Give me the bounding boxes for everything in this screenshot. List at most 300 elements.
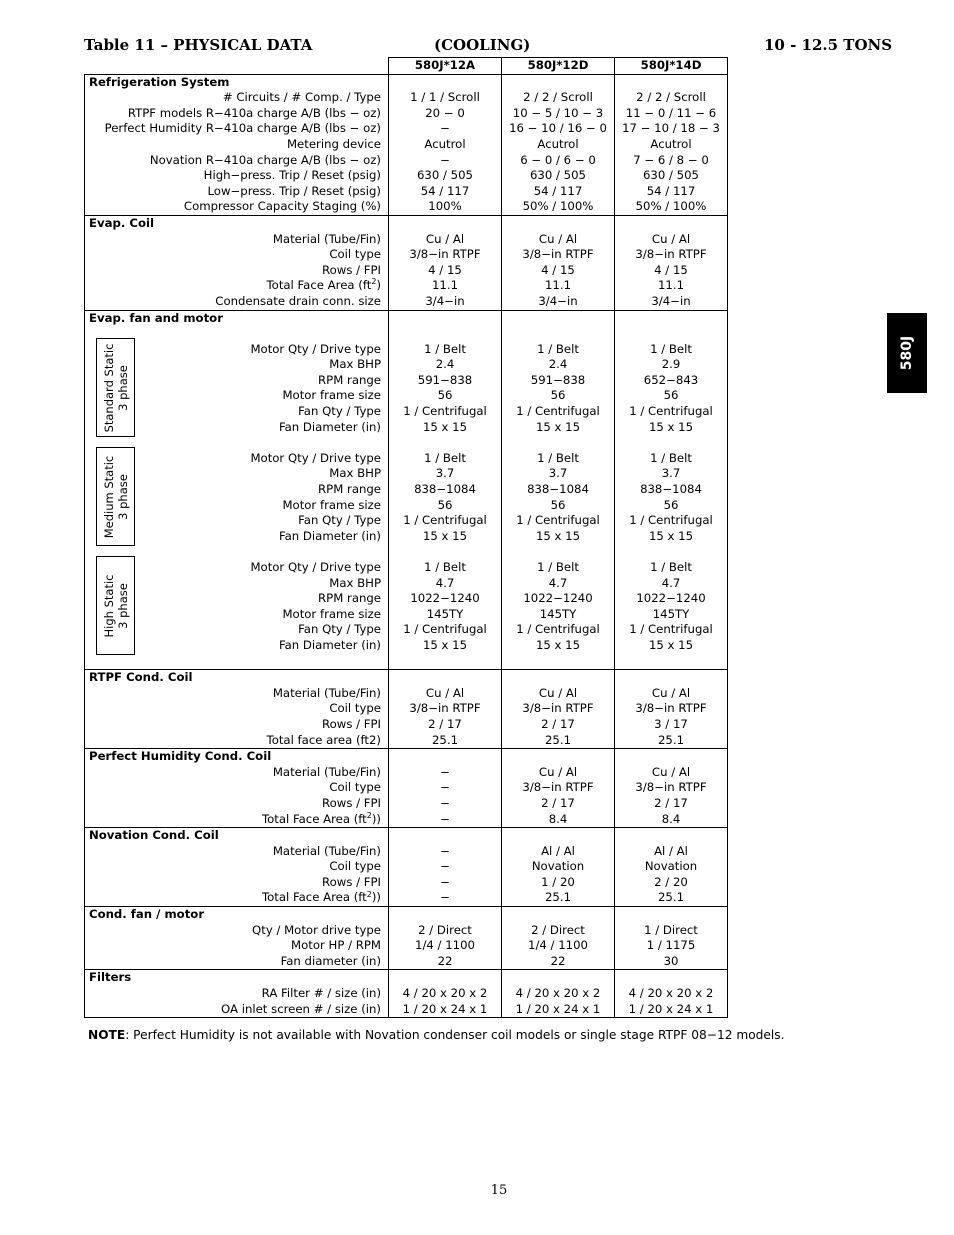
model-side-tab	[887, 313, 927, 393]
value-cell: 3/4−in	[502, 294, 615, 310]
group-label-text	[102, 343, 130, 432]
section-blank	[389, 828, 502, 844]
value-cell: 1 / Centrifugal	[615, 404, 728, 420]
label-suffix: )	[376, 278, 381, 293]
row-label: Fan Qty / Type	[85, 513, 389, 529]
value-cell: 1 / Belt	[502, 342, 615, 358]
value-cell: 1 / 1175	[615, 938, 728, 954]
spacer-cell	[615, 435, 728, 451]
group-label-line: Medium Static	[101, 455, 116, 538]
spacer-cell	[502, 326, 615, 342]
table-row	[85, 591, 728, 607]
section-title: Refrigeration System	[85, 74, 389, 90]
label-superscript: 2	[366, 810, 372, 820]
value-cell: 652−843	[615, 373, 728, 389]
section-title: Perfect Humidity Cond. Coil	[85, 749, 389, 765]
table-row	[85, 638, 728, 654]
value-cell: 1 / Centrifugal	[389, 513, 502, 529]
value-cell: 4.7	[502, 576, 615, 592]
table-row	[85, 232, 728, 248]
value-cell: 1 / 1 / Scroll	[389, 90, 502, 106]
value-cell: 1022−1240	[502, 591, 615, 607]
section-blank	[502, 670, 615, 686]
value-cell: Cu / Al	[502, 686, 615, 702]
row-label: Fan Qty / Type	[85, 622, 389, 638]
section-header	[85, 828, 728, 844]
value-cell: 1 / Centrifugal	[502, 404, 615, 420]
value-cell: Acutrol	[615, 137, 728, 153]
value-cell: 1 / Belt	[502, 451, 615, 467]
label-superscript: 2	[366, 889, 372, 899]
value-cell: 30	[615, 954, 728, 970]
value-cell: 1/4 / 1100	[502, 938, 615, 954]
value-cell: 8.4	[615, 812, 728, 828]
table-row	[85, 560, 728, 576]
table-row	[85, 373, 728, 389]
table-row	[85, 153, 728, 169]
value-cell: 56	[502, 498, 615, 514]
value-cell: 50% / 100%	[615, 199, 728, 215]
value-cell: 100%	[389, 199, 502, 215]
value-cell: −	[389, 812, 502, 828]
spacer-row	[85, 654, 728, 670]
section-blank	[389, 310, 502, 326]
value-cell: 25.1	[502, 890, 615, 906]
value-cell: 838−1084	[615, 482, 728, 498]
table-row	[85, 451, 728, 467]
value-cell: 2 / 17	[502, 796, 615, 812]
table-row	[85, 513, 728, 529]
value-cell: Novation	[502, 859, 615, 875]
table-row	[85, 388, 728, 404]
section-title: Novation Cond. Coil	[85, 828, 389, 844]
row-label: OA inlet screen # / size (in)	[85, 1002, 389, 1018]
value-cell: 25.1	[389, 733, 502, 749]
table-row	[85, 796, 728, 812]
table-row	[85, 247, 728, 263]
spacer-cell	[502, 544, 615, 560]
section-blank	[502, 907, 615, 923]
value-cell: 2 / 2 / Scroll	[502, 90, 615, 106]
section-header	[85, 310, 728, 326]
group-label-line: 3 phase	[115, 473, 130, 520]
value-cell: Cu / Al	[389, 686, 502, 702]
value-cell: 16 − 10 / 16 − 0	[502, 121, 615, 137]
table-row	[85, 294, 728, 310]
value-cell: 838−1084	[502, 482, 615, 498]
value-cell: 1022−1240	[389, 591, 502, 607]
spacer-cell	[615, 544, 728, 560]
row-label: Coil type	[85, 859, 389, 875]
value-cell: 56	[389, 498, 502, 514]
spacer-cell	[85, 654, 389, 670]
value-cell: 3/4−in	[615, 294, 728, 310]
section-title: Evap. fan and motor	[85, 310, 389, 326]
table-row	[85, 607, 728, 623]
table-row	[85, 466, 728, 482]
row-label: Motor HP / RPM	[85, 938, 389, 954]
note-label: NOTE	[88, 1028, 126, 1042]
value-cell: 54 / 117	[502, 184, 615, 200]
value-cell: Cu / Al	[502, 765, 615, 781]
group-label-line: Standard Static	[101, 343, 116, 432]
column-header-12d: 580J*12D	[502, 58, 615, 75]
value-cell: 20 − 0	[389, 106, 502, 122]
value-cell: 2 / Direct	[389, 923, 502, 939]
page-number: 15	[490, 1183, 508, 1198]
value-cell: 3/4−in	[389, 294, 502, 310]
value-cell: 4.7	[389, 576, 502, 592]
physical-data-table	[84, 57, 728, 1018]
row-label: Condensate drain conn. size	[85, 294, 389, 310]
table-row	[85, 686, 728, 702]
value-cell: 2 / 20	[615, 875, 728, 891]
value-cell: −	[389, 121, 502, 137]
row-label: Coil type	[85, 247, 389, 263]
table-row	[85, 701, 728, 717]
row-label: Max BHP	[85, 357, 389, 373]
row-label: Motor Qty / Drive type	[85, 451, 389, 467]
value-cell: 1 / Centrifugal	[615, 622, 728, 638]
section-header	[85, 907, 728, 923]
table-row	[85, 90, 728, 106]
section-blank	[615, 74, 728, 90]
table-row	[85, 482, 728, 498]
value-cell: 591−838	[389, 373, 502, 389]
table-row	[85, 168, 728, 184]
corner-cell	[85, 58, 389, 75]
label-suffix: ))	[371, 890, 381, 905]
value-cell: −	[389, 765, 502, 781]
table-row	[85, 576, 728, 592]
value-cell: 1 / Belt	[389, 342, 502, 358]
table-row	[85, 529, 728, 545]
row-label: Motor Qty / Drive type	[85, 560, 389, 576]
value-cell: −	[389, 153, 502, 169]
value-cell: 4 / 15	[615, 263, 728, 279]
row-label: Fan Diameter (in)	[85, 420, 389, 436]
section-blank	[389, 215, 502, 231]
value-cell: 1 / Direct	[615, 923, 728, 939]
value-cell: 7 − 6 / 8 − 0	[615, 153, 728, 169]
section-title: Cond. fan / motor	[85, 907, 389, 923]
section-blank	[389, 74, 502, 90]
value-cell: 3.7	[502, 466, 615, 482]
table-row	[85, 986, 728, 1002]
table-row	[85, 137, 728, 153]
row-label: Motor frame size	[85, 607, 389, 623]
fan-static-group-label	[96, 556, 135, 655]
section-blank	[502, 828, 615, 844]
value-cell: −	[389, 859, 502, 875]
value-cell: 3/8−in RTPF	[615, 701, 728, 717]
value-cell: 1 / 20	[502, 875, 615, 891]
cooling-label: (COOLING)	[434, 36, 531, 54]
value-cell: 10 − 5 / 10 − 3	[502, 106, 615, 122]
row-label: Rows / FPI	[85, 717, 389, 733]
footnote	[88, 1028, 785, 1042]
row-label	[85, 278, 389, 294]
section-blank	[502, 749, 615, 765]
value-cell: 145TY	[615, 607, 728, 623]
value-cell: 2 / 17	[502, 717, 615, 733]
spacer-cell	[389, 544, 502, 560]
table-row	[85, 420, 728, 436]
spacer-cell	[615, 654, 728, 670]
value-cell: 15 x 15	[389, 420, 502, 436]
section-blank	[615, 828, 728, 844]
spacer-cell	[502, 435, 615, 451]
value-cell: 1 / 20 x 24 x 1	[389, 1002, 502, 1018]
value-cell: 1 / 20 x 24 x 1	[502, 1002, 615, 1018]
label-text: Total Face Area (ft	[266, 278, 372, 293]
section-blank	[615, 215, 728, 231]
value-cell: 145TY	[502, 607, 615, 623]
value-cell: 56	[615, 498, 728, 514]
section-title: RTPF Cond. Coil	[85, 670, 389, 686]
label-superscript: 2	[371, 277, 377, 287]
value-cell: 1 / Centrifugal	[389, 404, 502, 420]
section-header	[85, 215, 728, 231]
table-row	[85, 357, 728, 373]
section-blank	[389, 970, 502, 986]
row-label: Motor frame size	[85, 388, 389, 404]
table-row	[85, 812, 728, 828]
group-label-line: 3 phase	[115, 582, 130, 629]
spacer-cell	[615, 326, 728, 342]
value-cell: 56	[615, 388, 728, 404]
section-blank	[502, 310, 615, 326]
value-cell: 3/8−in RTPF	[389, 701, 502, 717]
row-label: Fan diameter (in)	[85, 954, 389, 970]
value-cell: 1 / Centrifugal	[615, 513, 728, 529]
table-row	[85, 199, 728, 215]
row-label: RPM range	[85, 373, 389, 389]
value-cell: 11.1	[502, 278, 615, 294]
table-row	[85, 890, 728, 906]
column-header-12a: 580J*12A	[389, 58, 502, 75]
row-label: Fan Qty / Type	[85, 404, 389, 420]
row-label: RTPF models R−410a charge A/B (lbs − oz)	[85, 106, 389, 122]
table-row	[85, 278, 728, 294]
row-label: Low−press. Trip / Reset (psig)	[85, 184, 389, 200]
value-cell: 15 x 15	[615, 420, 728, 436]
section-header	[85, 749, 728, 765]
table-title: Table 11 – PHYSICAL DATA	[84, 36, 313, 54]
row-label: Rows / FPI	[85, 875, 389, 891]
section-blank	[502, 215, 615, 231]
table-row	[85, 498, 728, 514]
value-cell: 11.1	[389, 278, 502, 294]
value-cell: 1 / 20 x 24 x 1	[615, 1002, 728, 1018]
value-cell: −	[389, 890, 502, 906]
section-header	[85, 970, 728, 986]
value-cell: Cu / Al	[502, 232, 615, 248]
value-cell: 3.7	[389, 466, 502, 482]
value-cell: 17 − 10 / 18 − 3	[615, 121, 728, 137]
row-label: Metering device	[85, 137, 389, 153]
value-cell: 22	[502, 954, 615, 970]
group-label-text	[102, 455, 130, 538]
value-cell: 2 / Direct	[502, 923, 615, 939]
value-cell: 15 x 15	[615, 638, 728, 654]
value-cell: 15 x 15	[502, 529, 615, 545]
value-cell: 22	[389, 954, 502, 970]
row-label: Coil type	[85, 701, 389, 717]
row-label	[85, 890, 389, 906]
table-row	[85, 184, 728, 200]
group-label-line: High Static	[101, 574, 116, 637]
value-cell: 1 / Belt	[502, 560, 615, 576]
row-label: Rows / FPI	[85, 796, 389, 812]
column-header-14d: 580J*14D	[615, 58, 728, 75]
table-row	[85, 404, 728, 420]
row-label: # Circuits / # Comp. / Type	[85, 90, 389, 106]
section-header	[85, 670, 728, 686]
value-cell: 4.7	[615, 576, 728, 592]
table-row	[85, 121, 728, 137]
table-row	[85, 342, 728, 358]
value-cell: 1 / Belt	[615, 342, 728, 358]
value-cell: 838−1084	[389, 482, 502, 498]
value-cell: 56	[389, 388, 502, 404]
row-label: Motor Qty / Drive type	[85, 342, 389, 358]
value-cell: 3/8−in RTPF	[615, 780, 728, 796]
table-row	[85, 622, 728, 638]
label-suffix: ))	[371, 811, 381, 826]
value-cell: 2 / 17	[615, 796, 728, 812]
value-cell: 2 / 17	[389, 717, 502, 733]
value-cell: 3/8−in RTPF	[615, 247, 728, 263]
section-title: Evap. Coil	[85, 215, 389, 231]
value-cell: 1 / Belt	[389, 451, 502, 467]
value-cell: 1 / Centrifugal	[502, 622, 615, 638]
row-label: Motor frame size	[85, 498, 389, 514]
value-cell: Acutrol	[502, 137, 615, 153]
section-header	[85, 74, 728, 90]
value-cell: Acutrol	[389, 137, 502, 153]
row-label: Qty / Motor drive type	[85, 923, 389, 939]
value-cell: 630 / 505	[615, 168, 728, 184]
value-cell: 591−838	[502, 373, 615, 389]
value-cell: 1 / Belt	[615, 451, 728, 467]
value-cell: Cu / Al	[615, 765, 728, 781]
row-label: Coil type	[85, 780, 389, 796]
value-cell: 6 − 0 / 6 − 0	[502, 153, 615, 169]
spacer-cell	[502, 654, 615, 670]
value-cell: 2.4	[389, 357, 502, 373]
value-cell: 4 / 20 x 20 x 2	[502, 986, 615, 1002]
value-cell: 630 / 505	[389, 168, 502, 184]
value-cell: 25.1	[615, 890, 728, 906]
value-cell: 11.1	[615, 278, 728, 294]
row-label: Rows / FPI	[85, 263, 389, 279]
value-cell: 145TY	[389, 607, 502, 623]
row-label: Perfect Humidity R−410a charge A/B (lbs − oz)	[85, 121, 389, 137]
spacer-row	[85, 544, 728, 560]
section-blank	[502, 74, 615, 90]
value-cell: 3 / 17	[615, 717, 728, 733]
table-row	[85, 765, 728, 781]
value-cell: Novation	[615, 859, 728, 875]
table-row	[85, 780, 728, 796]
value-cell: 1022−1240	[615, 591, 728, 607]
value-cell: −	[389, 796, 502, 812]
value-cell: 11 − 0 / 11 − 6	[615, 106, 728, 122]
group-label-text	[102, 574, 130, 637]
fan-static-group-label	[96, 447, 135, 546]
row-label: Material (Tube/Fin)	[85, 686, 389, 702]
spacer-row	[85, 326, 728, 342]
row-label: Compressor Capacity Staging (%)	[85, 199, 389, 215]
table-row	[85, 733, 728, 749]
value-cell: Al / Al	[502, 844, 615, 860]
row-label: Max BHP	[85, 576, 389, 592]
row-label	[85, 812, 389, 828]
value-cell: Al / Al	[615, 844, 728, 860]
section-blank	[389, 907, 502, 923]
section-blank	[389, 749, 502, 765]
value-cell: 1 / Centrifugal	[389, 622, 502, 638]
value-cell: 4 / 15	[502, 263, 615, 279]
value-cell: 3.7	[615, 466, 728, 482]
value-cell: 8.4	[502, 812, 615, 828]
value-cell: Cu / Al	[615, 686, 728, 702]
value-cell: 3/8−in RTPF	[502, 780, 615, 796]
group-label-line: 3 phase	[115, 364, 130, 411]
value-cell: 15 x 15	[389, 529, 502, 545]
value-cell: 2.4	[502, 357, 615, 373]
row-label: Total face area (ft2)	[85, 733, 389, 749]
value-cell: 4 / 15	[389, 263, 502, 279]
value-cell: 54 / 117	[389, 184, 502, 200]
spacer-cell	[389, 326, 502, 342]
section-blank	[615, 310, 728, 326]
value-cell: −	[389, 844, 502, 860]
table-row	[85, 875, 728, 891]
fan-static-group-label	[96, 338, 135, 437]
value-cell: 56	[502, 388, 615, 404]
row-label: Fan Diameter (in)	[85, 529, 389, 545]
table-row	[85, 859, 728, 875]
value-cell: 15 x 15	[615, 529, 728, 545]
value-cell: 4 / 20 x 20 x 2	[389, 986, 502, 1002]
row-label: RPM range	[85, 482, 389, 498]
table-row	[85, 844, 728, 860]
value-cell: 4 / 20 x 20 x 2	[615, 986, 728, 1002]
section-blank	[615, 970, 728, 986]
row-label: Material (Tube/Fin)	[85, 765, 389, 781]
value-cell: −	[389, 780, 502, 796]
spacer-cell	[389, 654, 502, 670]
section-blank	[389, 670, 502, 686]
value-cell: 3/8−in RTPF	[502, 247, 615, 263]
row-label: High−press. Trip / Reset (psig)	[85, 168, 389, 184]
row-label: Novation R−410a charge A/B (lbs − oz)	[85, 153, 389, 169]
table-row	[85, 717, 728, 733]
row-label: Material (Tube/Fin)	[85, 232, 389, 248]
value-cell: 1 / Belt	[389, 560, 502, 576]
value-cell: 3/8−in RTPF	[389, 247, 502, 263]
value-cell: 630 / 505	[502, 168, 615, 184]
section-blank	[502, 970, 615, 986]
label-text: Total Face Area (ft	[261, 811, 367, 826]
value-cell: 25.1	[502, 733, 615, 749]
table-row	[85, 954, 728, 970]
table-row	[85, 1002, 728, 1018]
value-cell: 50% / 100%	[502, 199, 615, 215]
label-text: Total Face Area (ft	[261, 890, 367, 905]
